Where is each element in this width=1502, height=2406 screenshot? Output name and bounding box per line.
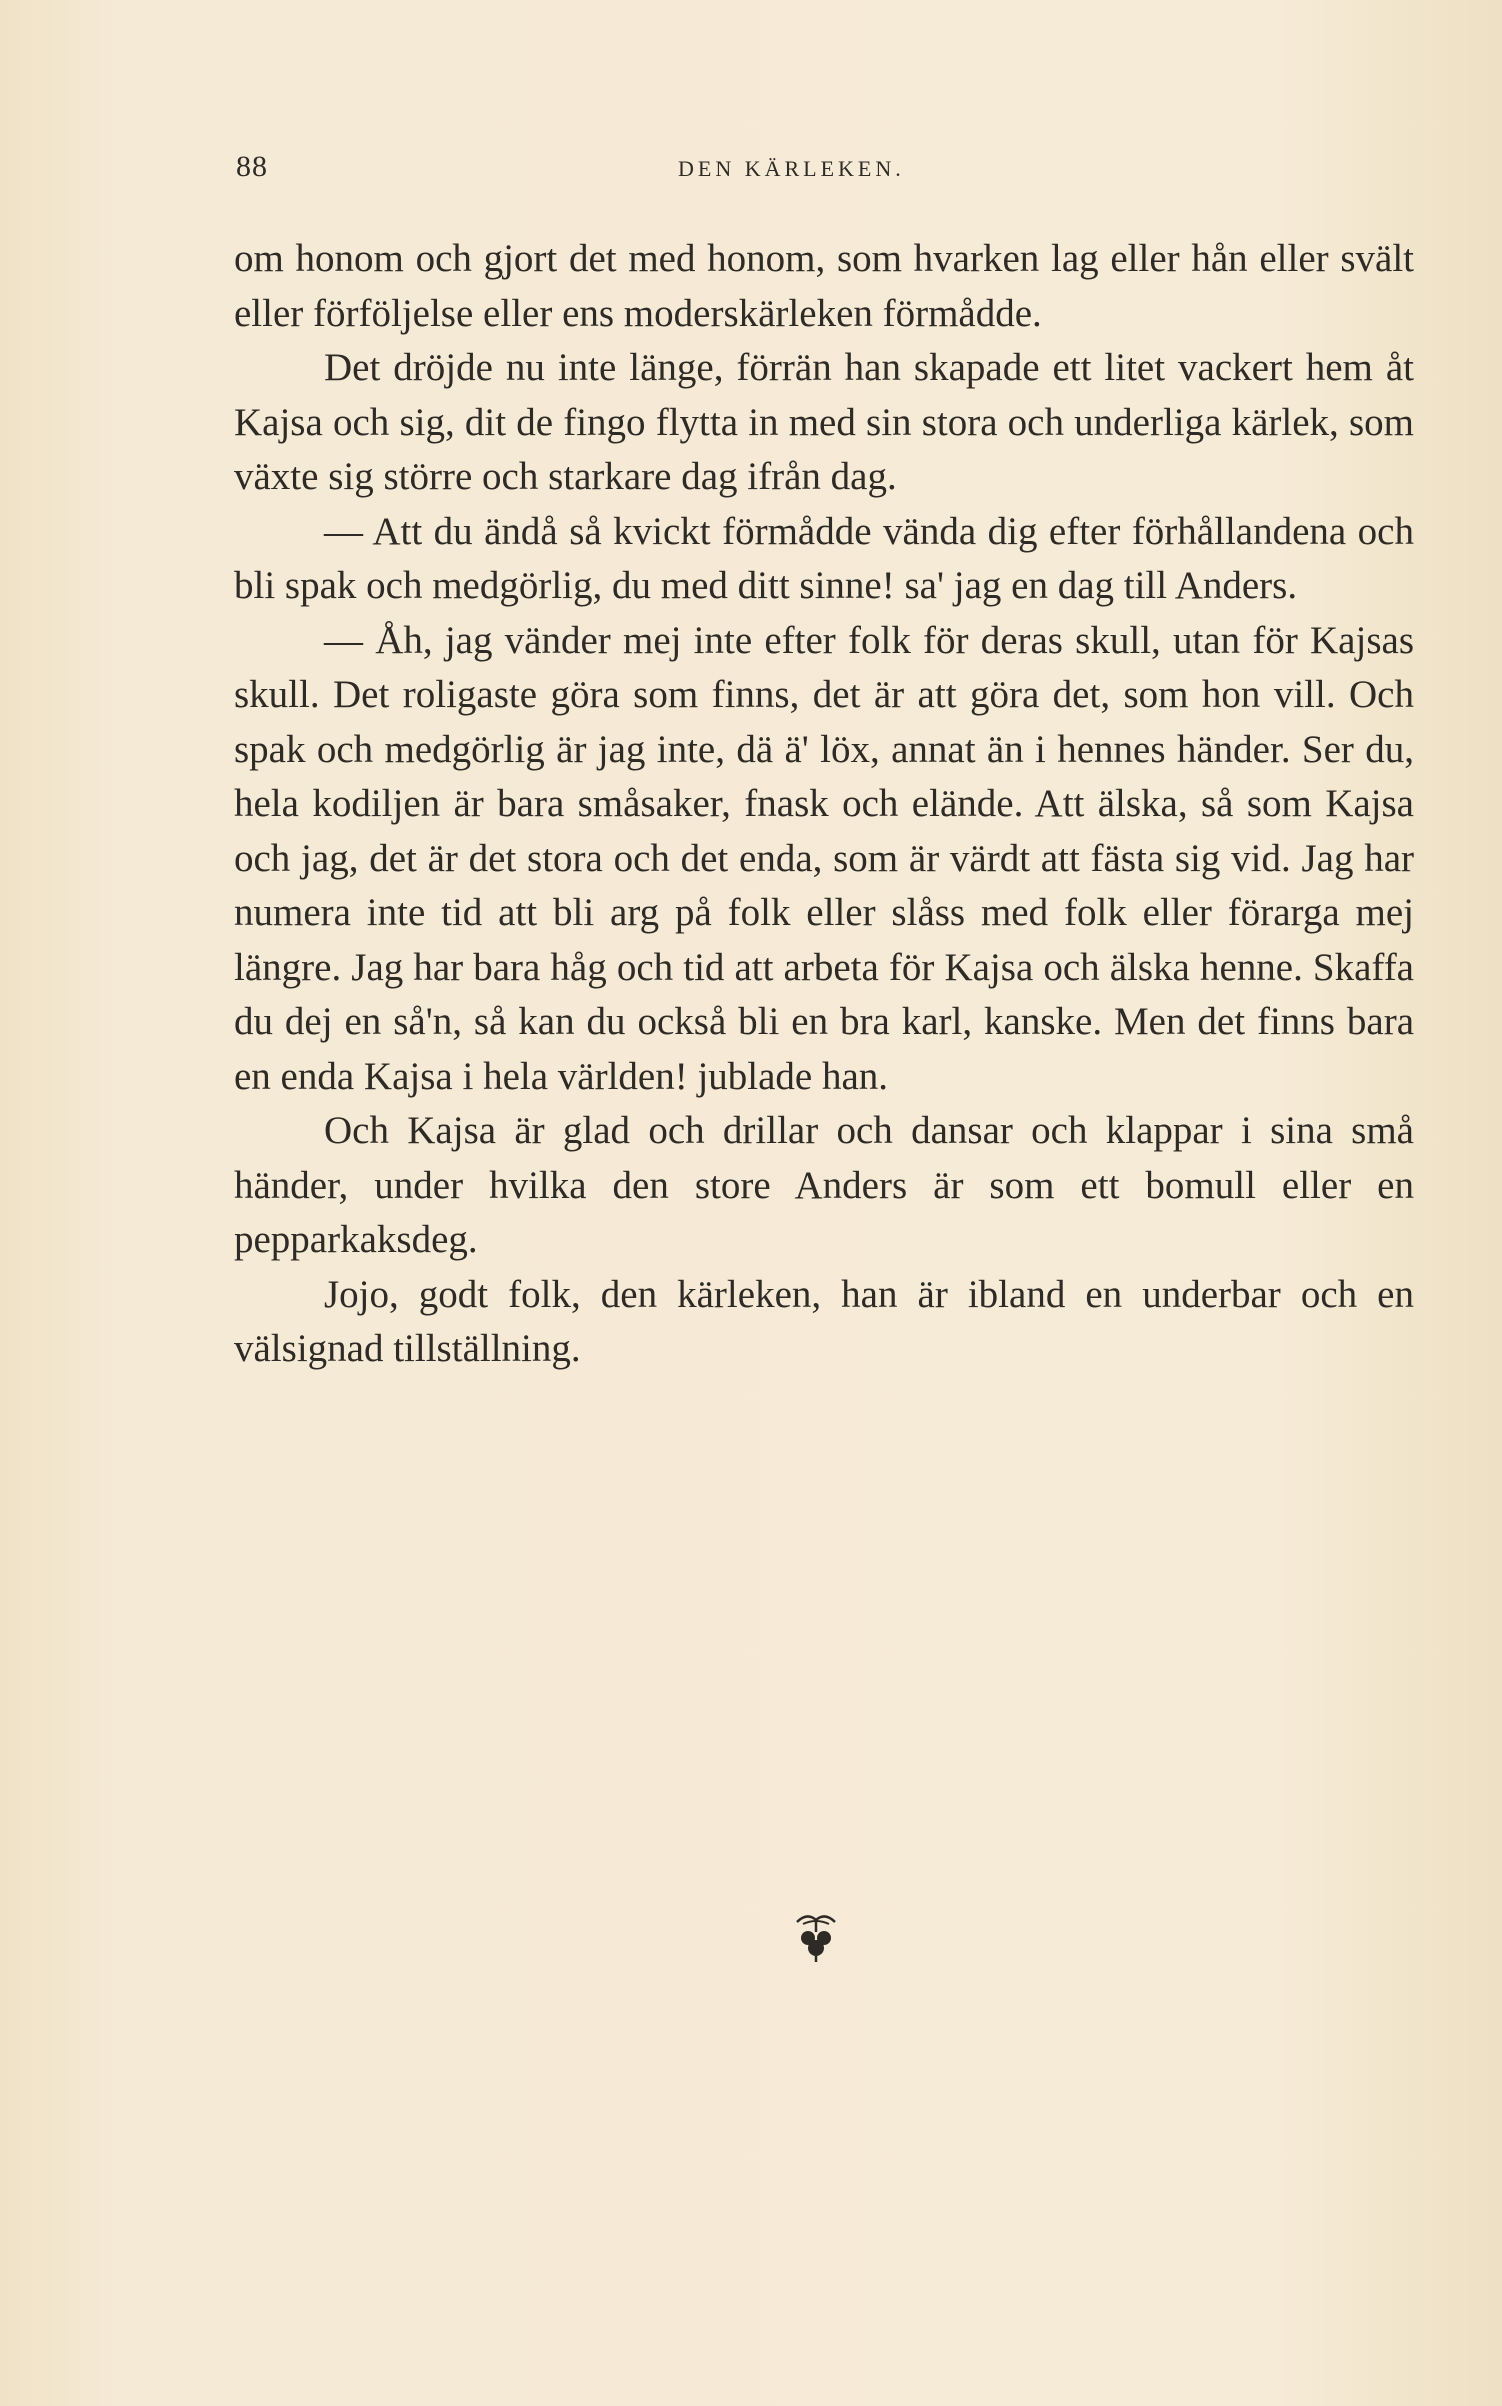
running-title: DEN KÄRLEKEN. (678, 156, 905, 181)
paragraph: om honom och gjort det med honom, som hvarken lag eller hån eller svält eller förföljelse eller ens moderskärleken förmådde. (234, 237, 1414, 335)
paragraph: — Åh, jag vänder mej inte efter folk för deras skull, utan för Kajsas skull. Det roligaste göra som finns, det är att göra det, som hon vill. Och spak och medgörlig är jag inte, dä ä' löx, annat än i hennes händer. Ser du, hela kodiljen är bara småsaker, fnask och elände. Att älska, så som Kajsa och jag, det är det stora och det enda, som är värdt att fästa sig vid. Jag har numera inte tid att bli arg på folk eller slåss med folk eller förarga mej längre. Jag har bara håg och tid att arbeta för Kajsa och älska henne. Skaffa du dej en så'n, så kan du också bli en bra karl, kanske. Men det finns bara en enda Kajsa i hela världen! jublade han. (234, 618, 1414, 1098)
page-header (236, 150, 1412, 190)
paragraph: Det dröjde nu inte länge, förrän han skapade ett litet vackert hem åt Kajsa och sig, dit de fingo flytta in med sin stora och underliga kärlek, som växte sig större och starkare dag ifrån dag. (234, 346, 1414, 498)
paragraph: Och Kajsa är glad och drillar och dansar och klappar i sina små händer, under hvilka den store Anders är som ett bomull eller en pepparkaksdeg. (234, 1109, 1414, 1261)
paragraph: — Att du ändå så kvickt förmådde vända dig efter förhållandena och bli spak och medgörlig, du med ditt sinne! sa' jag en dag till Anders. (234, 509, 1414, 607)
body-text (234, 232, 1414, 1377)
paragraph: Jojo, godt folk, den kärleken, han är ibland en underbar och en välsignad tillställning. (234, 1272, 1414, 1370)
floral-vignette-icon (793, 1910, 839, 1964)
page-number: 88 (236, 150, 268, 183)
